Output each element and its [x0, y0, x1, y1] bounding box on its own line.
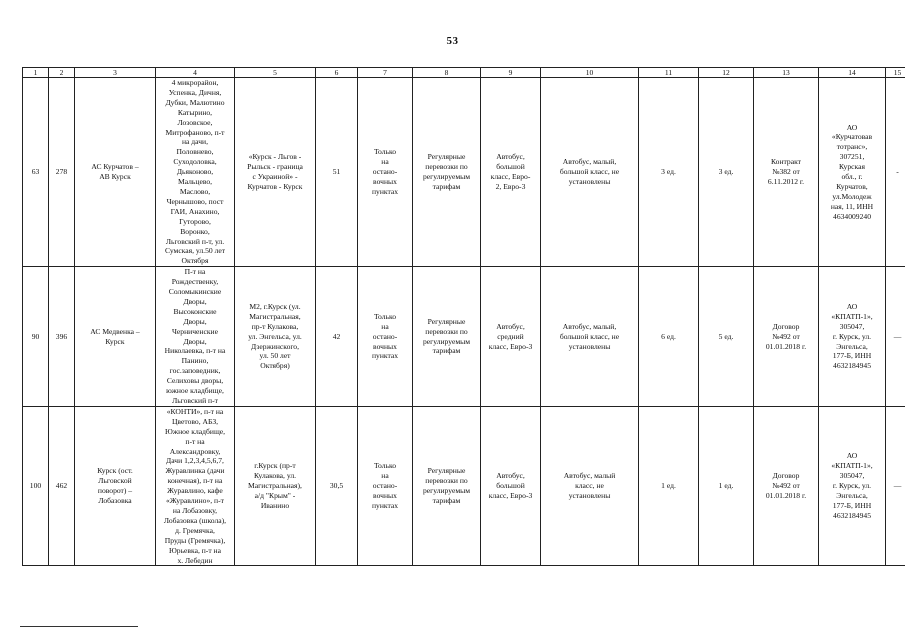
route-length: 51: [316, 78, 358, 267]
table-row: [23, 78, 905, 267]
column-number-row: [23, 68, 905, 78]
boarding-procedure: Только на остано- вочных пунктах: [358, 267, 413, 407]
route-length: 42: [316, 267, 358, 407]
column-number: 5: [235, 68, 316, 78]
route-number: 462: [49, 406, 75, 566]
max-vehicles: 1 ед.: [639, 406, 699, 566]
contract-info: Контракт №382 от 6.11.2012 г.: [754, 78, 819, 267]
column-number: 1: [23, 68, 49, 78]
column-number: 9: [481, 68, 541, 78]
transport-type: Регулярные перевозки по регулируемым тарифам: [413, 267, 481, 407]
column-number: 11: [639, 68, 699, 78]
route-name: АС Медвенка – Курск: [75, 267, 156, 407]
table-row: [23, 267, 905, 407]
vehicle-class: Автобус, большой класс, Евро- 2, Евро-3: [481, 78, 541, 267]
contract-info: Договор №492 от 01.01.2018 г.: [754, 406, 819, 566]
carrier-info: АО «Курчатовав тотранс», 307251, Курская обл., г. Курчатов, ул.Молодеж ная, 11, ИНН 4634009240: [819, 78, 886, 267]
vehicle-characteristics: Автобус, малый, большой класс, не установлены: [541, 78, 639, 267]
route-registry-number: 100: [23, 406, 49, 566]
transport-type: Регулярные перевозки по регулируемым тарифам: [413, 406, 481, 566]
column-number: 12: [699, 68, 754, 78]
boarding-procedure: Только на остано- вочных пунктах: [358, 78, 413, 267]
max-vehicles: 6 ед.: [639, 267, 699, 407]
route-registry-number: 90: [23, 267, 49, 407]
route-length: 30,5: [316, 406, 358, 566]
notes: —: [886, 267, 905, 407]
column-number: 4: [156, 68, 235, 78]
column-number: 10: [541, 68, 639, 78]
route-number: 278: [49, 78, 75, 267]
vehicle-characteristics: Автобус, малый класс, не установлены: [541, 406, 639, 566]
route-number: 396: [49, 267, 75, 407]
max-vehicles: 3 ед.: [639, 78, 699, 267]
route-streets: М2, г.Курск (ул. Магистральная, пр-т Кулакова, ул. Энгельса, ул. Дзержинского, ул. 50 лет Октября): [235, 267, 316, 407]
column-number: 2: [49, 68, 75, 78]
route-stops: «КОНТИ», п-т на Цветово, АБЗ, Южное кладбище, п-т на Александровку, Дачи 1,2,3,4,5,6,7, Журавлинка (дачи конечная), п-т на Журавлино, кафе «Журавлино», п-т на Лобазовку, Лобазовка (школа), д. Гремячка, Пруды (Гремячка), Юрьевка, п-т на х. Лебедин: [156, 406, 235, 566]
route-registry-number: 63: [23, 78, 49, 267]
notes: -: [886, 78, 905, 267]
route-name: АС Курчатов – АВ Курск: [75, 78, 156, 267]
column-number: 6: [316, 68, 358, 78]
vehicles-count: 1 ед.: [699, 406, 754, 566]
routes-table: [22, 67, 905, 566]
table-row: [23, 406, 905, 566]
column-number: 3: [75, 68, 156, 78]
vehicle-class: Автобус, средний класс, Евро-3: [481, 267, 541, 407]
carrier-info: АО «КПАТП-1», 305047, г. Курск, ул. Энгельса, 177-Б, ИНН 4632184945: [819, 267, 886, 407]
vehicle-class: Автобус, большой класс, Евро-3: [481, 406, 541, 566]
column-number: 14: [819, 68, 886, 78]
column-number: 15: [886, 68, 905, 78]
contract-info: Договор №492 от 01.01.2018 г.: [754, 267, 819, 407]
route-stops: П-т на Рождественку, Соломыкинские Дворы, Высоконские Дворы, Черниченские Дворы, Николаевка, п-т на Панино, гос.заповедник, Селиховы дворы, южное кладбище, Льговский п-т: [156, 267, 235, 407]
vehicles-count: 3 ед.: [699, 78, 754, 267]
route-name: Курск (ост. Льговской поворот) – Лобазовка: [75, 406, 156, 566]
transport-type: Регулярные перевозки по регулируемым тарифам: [413, 78, 481, 267]
route-streets: «Курск - Льгов - Рыльск - граница с Украиной» - Курчатов - Курск: [235, 78, 316, 267]
vehicles-count: 5 ед.: [699, 267, 754, 407]
footnote-divider: [20, 626, 138, 627]
vehicle-characteristics: Автобус, малый, большой класс, не установлены: [541, 267, 639, 407]
notes: —: [886, 406, 905, 566]
boarding-procedure: Только на остано- вочных пунктах: [358, 406, 413, 566]
route-streets: г.Курск (пр-т Кулакова, ул. Магистральная), а/д "Крым" - Иванино: [235, 406, 316, 566]
column-number: 8: [413, 68, 481, 78]
carrier-info: АО «КПАТП-1», 305047, г. Курск, ул. Энгельса, 177-Б, ИНН 4632184945: [819, 406, 886, 566]
column-number: 13: [754, 68, 819, 78]
route-stops: 4 микрорайон, Успенка, Дичня, Дубки, Малютино Катырино, Лозовское, Митрофаново, п-т на дачи, Половнево, Суходоловка, Дьяконово, Мальцево, Маслово, Чернышово, пост ГАИ, Анахино, Гуторово, Воронко, Льговский п-т, ул. Сумская, ул.50 лет Октября: [156, 78, 235, 267]
page-number: 53: [446, 35, 459, 47]
column-number: 7: [358, 68, 413, 78]
